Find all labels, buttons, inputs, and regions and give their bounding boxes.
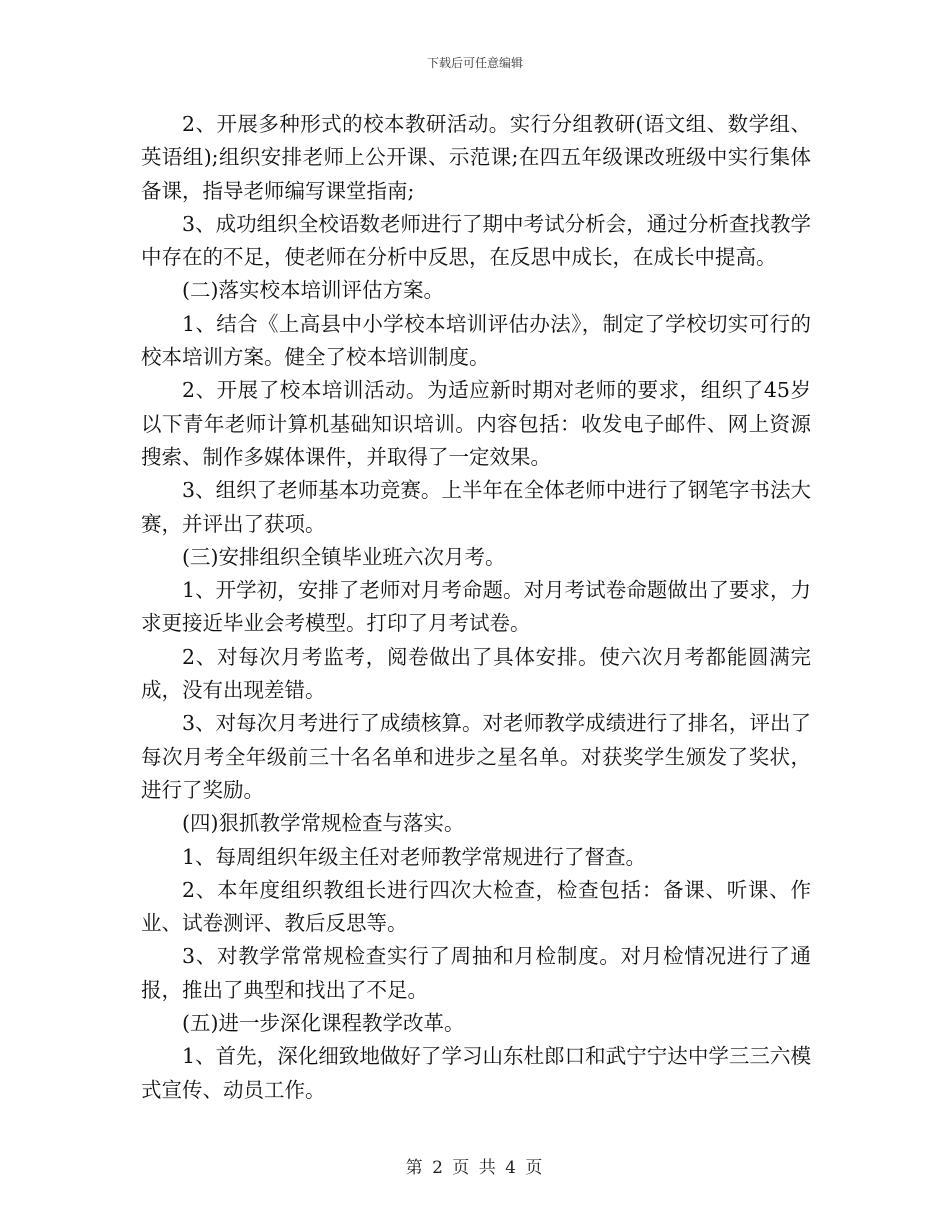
section-heading: (三)安排组织全镇毕业班六次月考。 bbox=[182, 544, 506, 569]
document-body bbox=[141, 108, 811, 1107]
section-heading: (四)狠抓教学常规检查与落实。 bbox=[182, 811, 465, 836]
paragraph: 2、对每次月考监考，阅卷做出了具体安排。使六次月考都能圆满完成，没有出现差错。 bbox=[141, 644, 811, 703]
paragraph: 1、每周组织年级主任对老师教学常规进行了督查。 bbox=[182, 844, 647, 869]
paragraph: 1、结合《上高县中小学校本培训评估办法》，制定了学校切实可行的校本培训方案。健全了校本培训制度。 bbox=[141, 311, 811, 370]
paragraph: 1、开学初，安排了老师对月考命题。对月考试卷命题做出了要求，力求更接近毕业会考模型。打印了月考试卷。 bbox=[141, 578, 811, 636]
paragraph: 2、开展多种形式的校本教研活动。实行分组教研(语文组、数学组、英语组);组织安排老师上公开课、示范课;在四五年级课改班级中实行集体备课，指导老师编写课堂指南; bbox=[141, 112, 811, 203]
paragraph: 2、开展了校本培训活动。为适应新时期对老师的要求，组织了45岁以下青年老师计算机基础知识培训。内容包括：收发电子邮件、网上资源搜索、制作多媒体课件，并取得了一定效果。 bbox=[141, 378, 811, 469]
page-header: 下载后可任意编辑 bbox=[426, 56, 523, 70]
paragraph: 3、组织了老师基本功竞赛。上半年在全体老师中进行了钢笔字书法大赛，并评出了获项。 bbox=[141, 478, 811, 536]
section-heading: (五)进一步深化课程教学改革。 bbox=[182, 1011, 465, 1036]
paragraph: 3、对教学常常规检查实行了周抽和月检制度。对月检情况进行了通报，推出了典型和找出了不足。 bbox=[141, 944, 811, 1002]
paragraph: 3、对每次月考进行了成绩核算。对老师教学成绩进行了排名，评出了每次月考全年级前三十名名单和进步之星名单。对获奖学生颁发了奖状，进行了奖励。 bbox=[141, 711, 811, 802]
section-heading: (二)落实校本培训评估方案。 bbox=[182, 278, 444, 303]
paragraph: 2、本年度组织教组长进行四次大检查，检查包括：备课、听课、作业、试卷测评、教后反思等。 bbox=[141, 877, 811, 936]
paragraph: 3、成功组织全校语数老师进行了期中考试分析会，通过分析查找教学中存在的不足，使老师在分析中反思，在反思中成长，在成长中提高。 bbox=[141, 211, 811, 270]
page-footer: 第 2 页 共 4 页 bbox=[405, 1158, 545, 1178]
paragraph: 1、首先，深化细致地做好了学习山东杜郎口和武宁宁达中学三三六模式宣传、动员工作。 bbox=[141, 1044, 811, 1102]
